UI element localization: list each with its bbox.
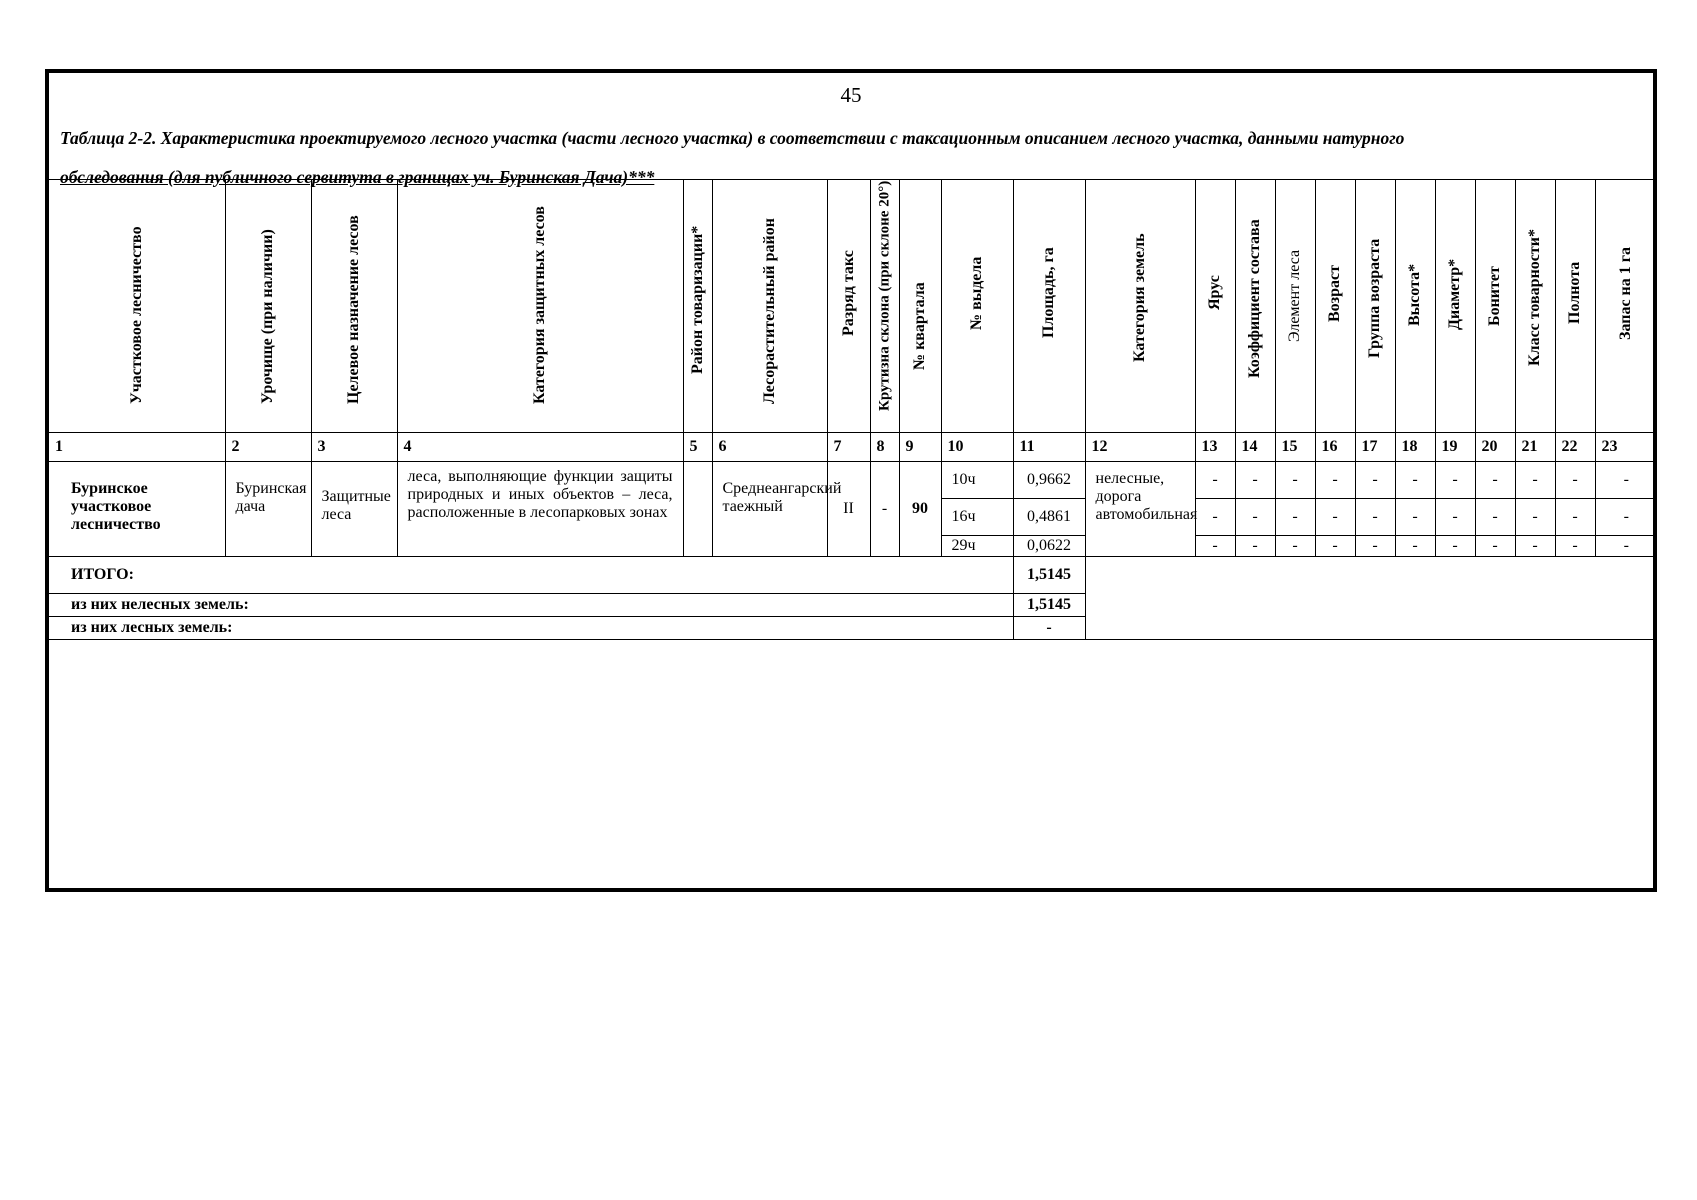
total-value: -: [1013, 617, 1085, 640]
column-number: 21: [1515, 433, 1555, 462]
header-cell: № квартала: [899, 180, 941, 433]
protective-category-cell: леса, выполняющие функции защиты природных и иных объектов – леса, расположенные в лесопарковых зонах: [397, 462, 683, 557]
total-row: [49, 557, 1657, 594]
total-label: из них нелесных земель:: [49, 594, 1013, 617]
value-cell: -: [1435, 462, 1475, 499]
value-cell: -: [1595, 499, 1657, 536]
value-cell: -: [1395, 499, 1435, 536]
land-category-cell: нелесные, дорога автомобильная: [1085, 462, 1195, 557]
header-cell: Категория земель: [1085, 180, 1195, 433]
header-cell: Участковое лесничество: [49, 180, 225, 433]
column-number: 16: [1315, 433, 1355, 462]
header-cell: Высота*: [1395, 180, 1435, 433]
slope-cell: -: [870, 462, 899, 557]
value-cell: -: [1435, 499, 1475, 536]
column-number-row: [49, 433, 1657, 462]
column-number: 12: [1085, 433, 1195, 462]
forest-district-cell: Среднеангарский таежный: [712, 462, 827, 557]
subplot-id: 16ч: [941, 499, 1013, 536]
header-cell: Бонитет: [1475, 180, 1515, 433]
header-cell: Полнота: [1555, 180, 1595, 433]
column-number: 11: [1013, 433, 1085, 462]
value-cell: -: [1235, 536, 1275, 557]
page-number: 45: [840, 83, 862, 107]
header-cell: Возраст: [1315, 180, 1355, 433]
value-cell: -: [1235, 462, 1275, 499]
value-cell: -: [1355, 462, 1395, 499]
column-number: 4: [397, 433, 683, 462]
value-cell: -: [1555, 499, 1595, 536]
value-cell: -: [1555, 462, 1595, 499]
column-number: 15: [1275, 433, 1315, 462]
commodity-district-cell: [683, 462, 712, 557]
column-number: 1: [49, 433, 225, 462]
header-cell: Класс товарности*: [1515, 180, 1555, 433]
purpose-cell: Защитные леса: [311, 462, 397, 557]
header-cell: Категория защитных лесов: [397, 180, 683, 433]
table-bottom-rule: [49, 640, 1657, 641]
total-label: ИТОГО:: [49, 557, 1013, 594]
value-cell: -: [1315, 536, 1355, 557]
value-cell: -: [1275, 536, 1315, 557]
header-cell: Район товаризации*: [683, 180, 712, 433]
quarter-cell: 90: [899, 462, 941, 557]
caption-line-2: обследования (для публичного сервитута в границах уч. Буринская Дача)***: [60, 167, 655, 187]
subplot-id: 29ч: [941, 536, 1013, 557]
header-cell: Целевое назначение лесов: [311, 180, 397, 433]
header-cell: Группа возраста: [1355, 180, 1395, 433]
value-cell: -: [1515, 536, 1555, 557]
value-cell: -: [1235, 499, 1275, 536]
document-frame: [45, 69, 1657, 892]
value-cell: -: [1395, 536, 1435, 557]
column-number: 19: [1435, 433, 1475, 462]
column-number: 17: [1355, 433, 1395, 462]
column-number: 14: [1235, 433, 1275, 462]
value-cell: -: [1355, 499, 1395, 536]
total-label: из них лесных земель:: [49, 617, 1013, 640]
value-cell: -: [1515, 462, 1555, 499]
column-number: 23: [1595, 433, 1657, 462]
value-cell: -: [1475, 462, 1515, 499]
value-cell: -: [1275, 462, 1315, 499]
value-cell: -: [1475, 499, 1515, 536]
header-row: [49, 180, 1657, 433]
column-number: 3: [311, 433, 397, 462]
value-cell: -: [1315, 462, 1355, 499]
table-row: [49, 462, 1657, 499]
column-number: 18: [1395, 433, 1435, 462]
taxation-table: [49, 179, 1657, 640]
value-cell: -: [1595, 536, 1657, 557]
subplot-id: 10ч: [941, 462, 1013, 499]
header-cell: Ярус: [1195, 180, 1235, 433]
header-cell: Элемент леса: [1275, 180, 1315, 433]
tax-rank-cell: II: [827, 462, 870, 557]
header-cell: № выдела: [941, 180, 1013, 433]
total-value: 1,5145: [1013, 557, 1085, 594]
header-cell: Крутизна склона (при склоне 20°): [870, 180, 899, 433]
column-number: 20: [1475, 433, 1515, 462]
value-cell: -: [1315, 499, 1355, 536]
value-cell: -: [1195, 536, 1235, 557]
subplot-area: 0,9662: [1013, 462, 1085, 499]
column-number: 6: [712, 433, 827, 462]
subplot-area: 0,0622: [1013, 536, 1085, 557]
value-cell: -: [1435, 536, 1475, 557]
tract-cell: Буринская дача: [225, 462, 311, 557]
value-cell: -: [1395, 462, 1435, 499]
column-number: 13: [1195, 433, 1235, 462]
caption-line-1: Таблица 2-2. Характеристика проектируемого лесного участка (части лесного участка) в соответствии с таксационным описанием лесного участка, данными натурного: [60, 128, 1405, 148]
column-number: 9: [899, 433, 941, 462]
column-number: 2: [225, 433, 311, 462]
header-cell: Площадь, га: [1013, 180, 1085, 433]
column-number: 7: [827, 433, 870, 462]
header-cell: Разряд такс: [827, 180, 870, 433]
header-cell: Коэффициент состава: [1235, 180, 1275, 433]
total-value: 1,5145: [1013, 594, 1085, 617]
empty-area: [1085, 557, 1657, 640]
column-number: 22: [1555, 433, 1595, 462]
bottom-rule: [49, 640, 1657, 641]
header-cell: Урочище (при наличии): [225, 180, 311, 433]
value-cell: -: [1355, 536, 1395, 557]
column-number: 10: [941, 433, 1013, 462]
header-cell: Диаметр*: [1435, 180, 1475, 433]
subplot-area: 0,4861: [1013, 499, 1085, 536]
value-cell: -: [1515, 499, 1555, 536]
column-number: 8: [870, 433, 899, 462]
value-cell: -: [1555, 536, 1595, 557]
header-cell: Запас на 1 га: [1595, 180, 1657, 433]
forestry-cell: Буринское участковое лесничество: [49, 462, 225, 557]
value-cell: -: [1475, 536, 1515, 557]
value-cell: -: [1595, 462, 1657, 499]
column-number: 5: [683, 433, 712, 462]
header-cell: Лесорастительный район: [712, 180, 827, 433]
value-cell: -: [1195, 499, 1235, 536]
value-cell: -: [1275, 499, 1315, 536]
value-cell: -: [1195, 462, 1235, 499]
